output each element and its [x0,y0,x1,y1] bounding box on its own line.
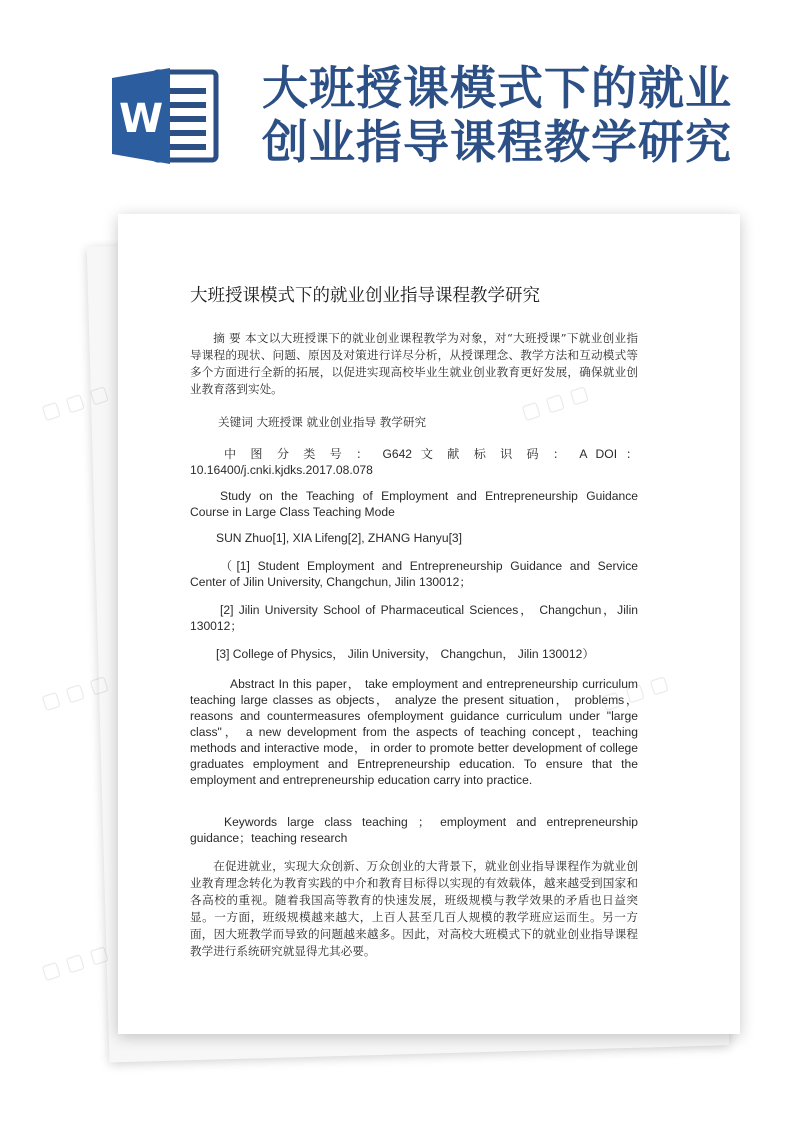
affiliation-3: [3] College of Physics， Jilin University， Changchun， Jilin 130012） [216,647,595,661]
watermark-mark: ▢ ▢ ▢ [37,939,112,985]
title-en: Study on the Teaching of Employment and Entrepreneurship Guidance Course in Large Class Teaching Mode [190,489,638,519]
abstract-cn: 摘 要 本文以大班授课下的就业创业课程教学为对象，对“大班授课”下就业创业指导课程的现状、问题、原因及对策进行详尽分析，从授课理念、教学方法和互动模式等多个方面进行全新的拓展，以促进实现高校毕业生就业创业教育更好发展，确保就业创业教育落到实处。 [190,331,638,396]
header-title-line2: 创业指导课程教学研究 [262,115,732,169]
affiliation-2: [2] Jilin University School of Pharmaceutical Sciences， Changchun，Jilin 130012； [190,603,638,633]
header-title-line1: 大班授课模式下的就业 [262,61,732,115]
keywords-cn: 关键词 大班授课 就业创业指导 教学研究 [218,415,427,429]
keywords-en: Keywords large class teaching ； employment and entrepreneurship guidance；teaching research [190,815,638,845]
body-paragraph: 在促进就业，实现大众创新、万众创业的大背景下，就业创业指导课程作为就业创业教育理念转化为教育实践的中介和教育目标得以实现的有效载体，越来越受到国家和各高校的重视。随着我国高等教育的快速发展，班级规模与教学效果的矛盾也日益突显。一方面，班级规模越来越大，上百人甚至几百人规模的教学班应运而生。另一方面，因大班教学而导致的问题越来越多。因此，对高校大班模式下的就业创业指导课程教学进行系统研究就显得尤其必要。 [190,859,638,958]
watermark-mark: ▢ ▢ ▢ [517,379,592,425]
authors-en: SUN Zhuo[1], XIA Lifeng[2], ZHANG Hanyu[3] [216,531,463,545]
watermark-mark: ▢ ▢ ▢ [37,669,112,715]
document-title: 大班授课模式下的就业创业指导课程教学研究 [190,286,540,306]
affiliation-1: （[1] Student Employment and Entrepreneurship Guidance and Service Center of Jilin University, Changchun, Jilin 130012； [190,559,638,589]
abstract-en: Abstract In this paper， take employment and entrepreneurship curriculum teaching large classes as objects， analyze the present situation， problems， reasons and countermeasures ofemployment guidance curriculum under "large class"， a new development from the aspects of teaching concept，teaching methods and interactive mode， in order to promote better development of college graduates employment and Entrepreneurship education. To ensure that the employment and entrepreneurship education carry into practice. [190,677,638,787]
svg-text:W: W [118,96,164,142]
classification-line: 中 图 分 类 号 ： G642 文 献 标 识 码 ： A DOI ： 10.16400/j.cnki.kjdks.2017.08.078 [190,447,638,477]
watermark-mark: ▢ ▢ ▢ [37,379,112,425]
word-document-icon [112,66,220,166]
watermark-mark: ▢ ▢ ▢ [597,669,672,715]
header [0,0,800,200]
